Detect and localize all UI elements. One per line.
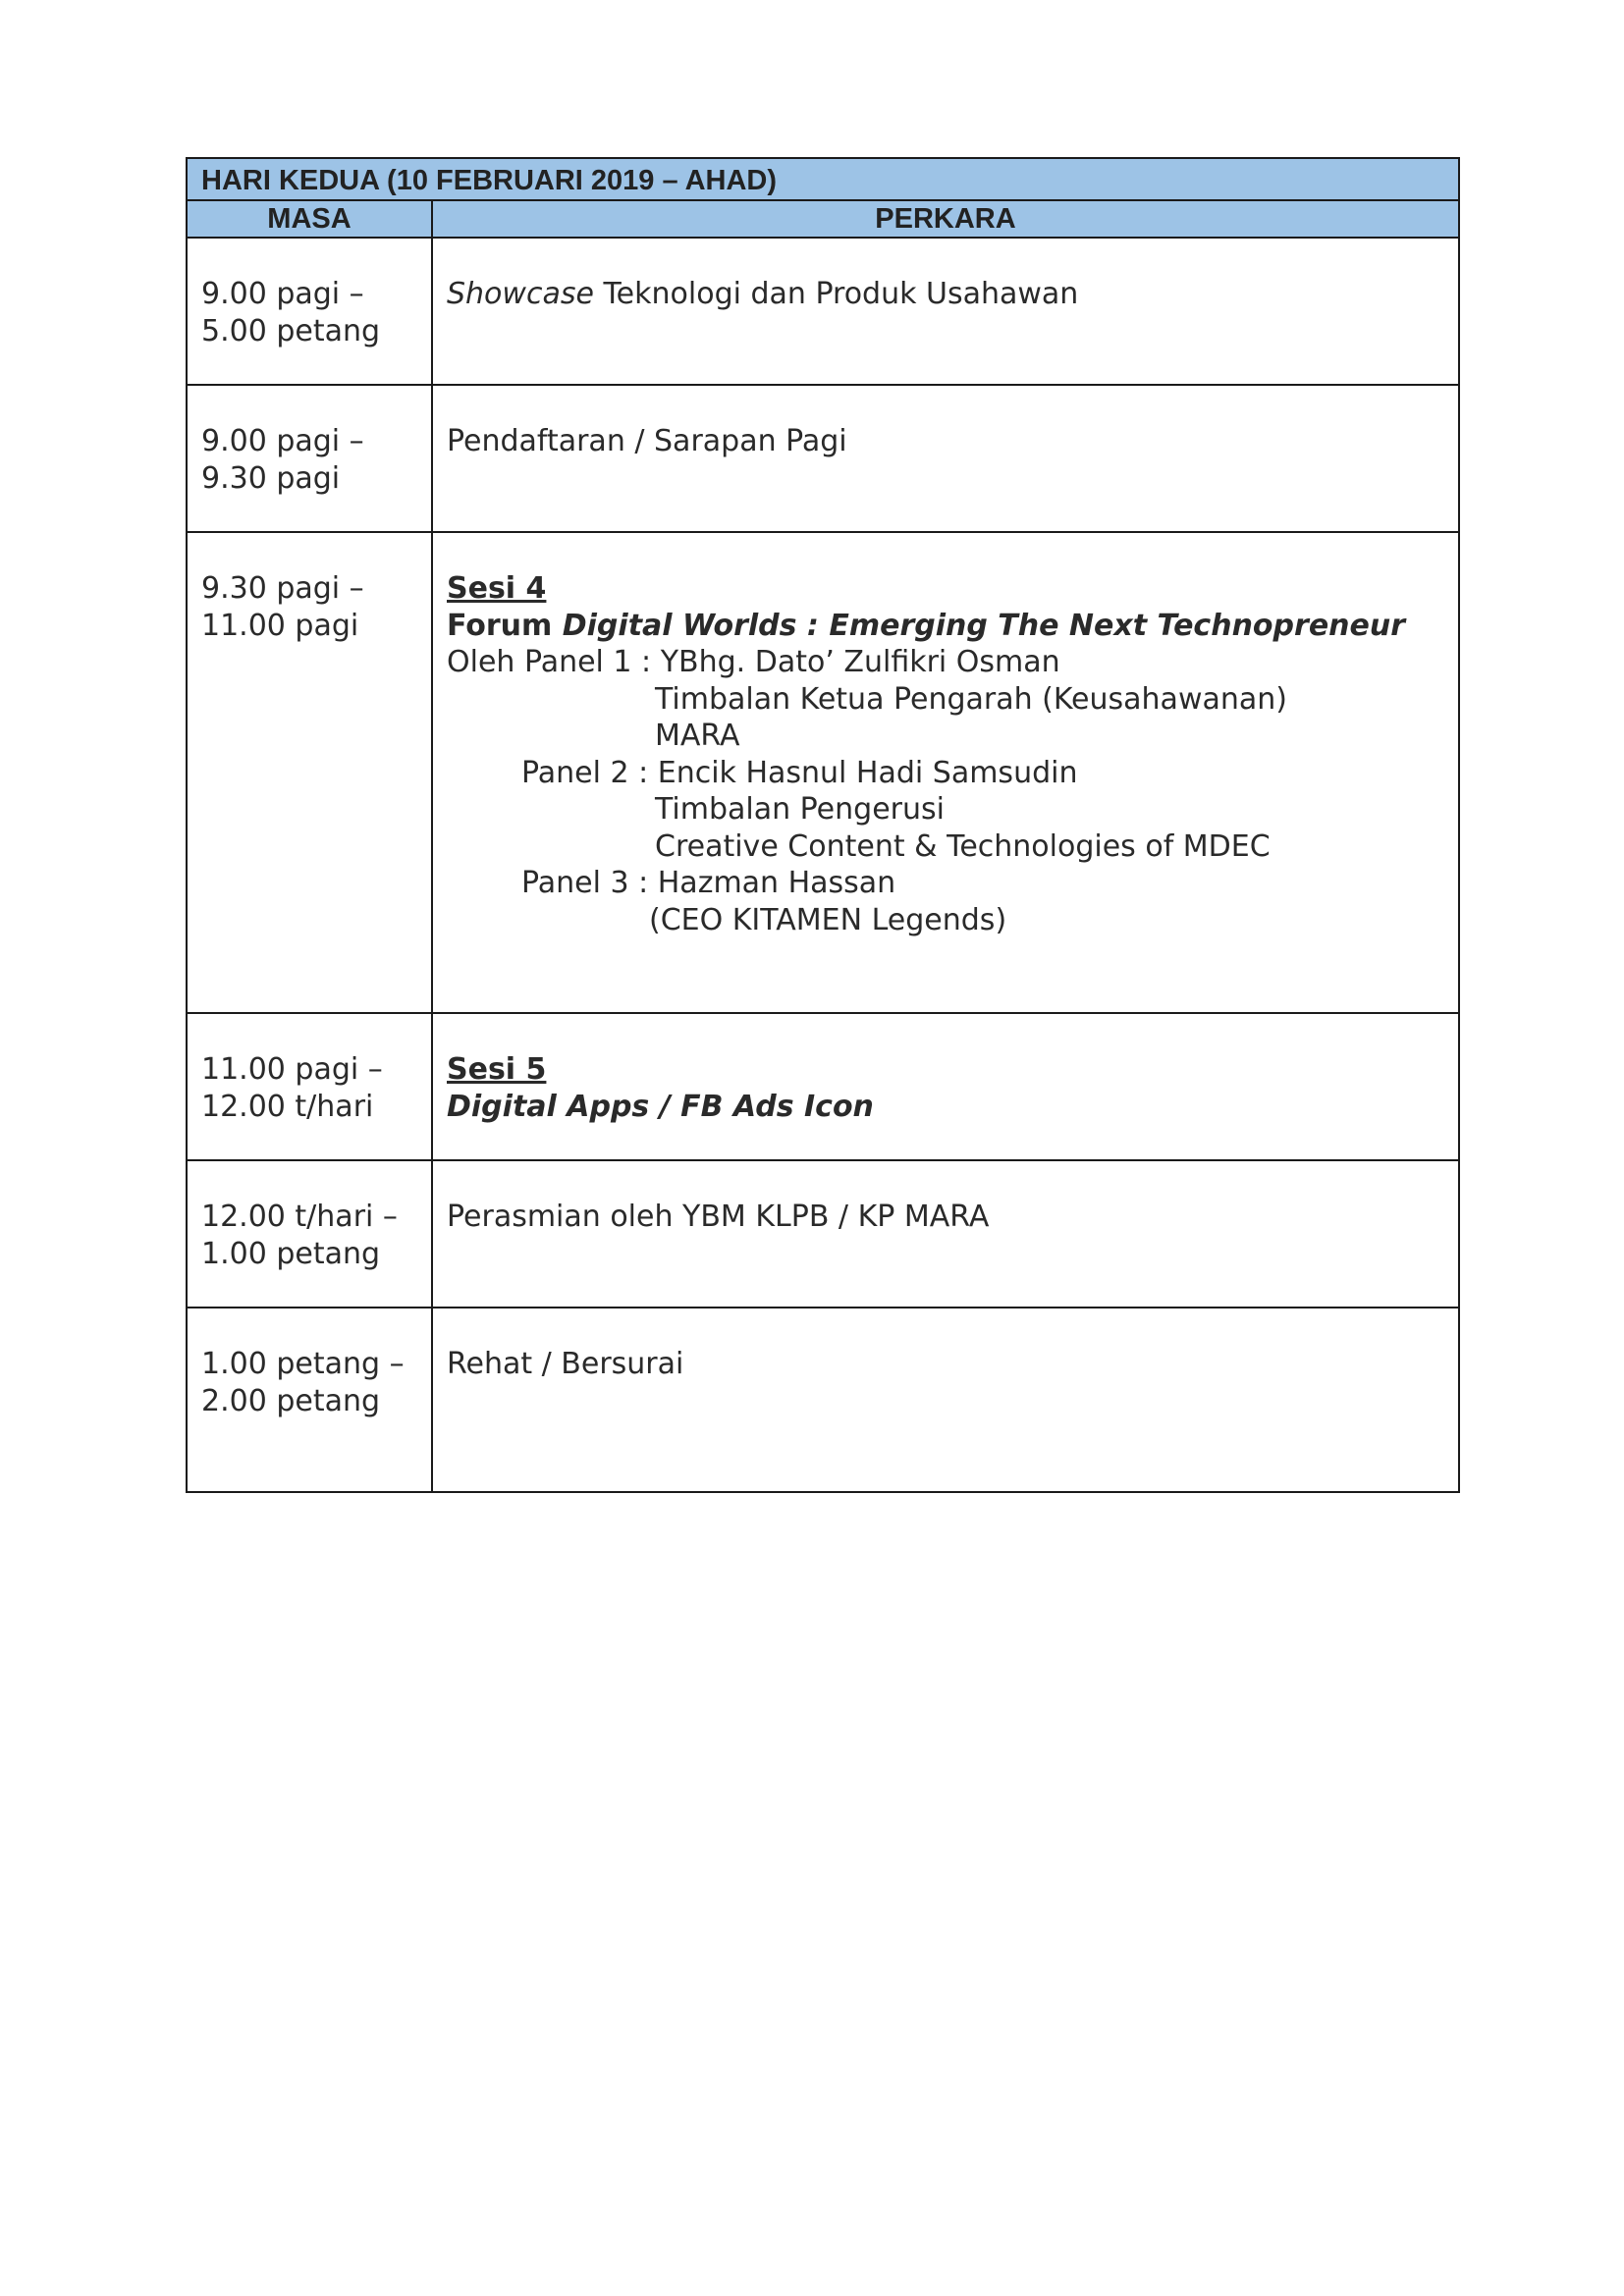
- time-cell: [187, 1160, 432, 1308]
- column-header-time: MASA: [187, 200, 432, 238]
- table-row: [187, 1160, 1459, 1308]
- time-cell: [187, 238, 432, 385]
- time-start: 1.00 petang –: [201, 1347, 405, 1381]
- schedule-table: [186, 157, 1460, 1493]
- panel2-role2: Creative Content & Technologies of MDEC: [655, 828, 1271, 864]
- item-text: Perasmian oleh YBM KLPB / KP MARA: [447, 1200, 990, 1234]
- item-cell: [432, 1160, 1459, 1308]
- item-cell: [432, 1308, 1459, 1492]
- item-cell: [432, 385, 1459, 532]
- session-title: Digital Apps / FB Ads Icon: [447, 1089, 874, 1124]
- item-cell: [432, 532, 1459, 1013]
- panel3-name: Hazman Hassan: [657, 866, 896, 900]
- table-row: [187, 1013, 1459, 1160]
- time-end: 1.00 petang: [201, 1236, 381, 1271]
- forum-line: [447, 608, 1448, 645]
- panel2-label: Panel 2 :: [521, 755, 658, 790]
- item-rest: Teknologi dan Produk Usahawan: [593, 277, 1079, 311]
- time-end: 9.30 pagi: [201, 460, 341, 496]
- forum-prefix: Forum: [447, 608, 563, 643]
- panel1-line: [447, 644, 1448, 681]
- column-header-item: PERKARA: [432, 200, 1459, 238]
- item-italic: Showcase: [447, 277, 594, 311]
- session-label: Sesi 4: [447, 571, 547, 606]
- panel1-name: YBhg. Dato’ Zulfikri Osman: [660, 645, 1060, 679]
- table-row: [187, 385, 1459, 532]
- time-end: 12.00 t/hari: [201, 1089, 374, 1124]
- time-cell: [187, 1013, 432, 1160]
- time-cell: [187, 1308, 432, 1492]
- time-end: 11.00 pagi: [201, 608, 359, 643]
- time-start: 11.00 pagi –: [201, 1052, 383, 1087]
- item-text: Pendaftaran / Sarapan Pagi: [447, 424, 847, 458]
- session-label: Sesi 5: [447, 1052, 547, 1087]
- panel2-line: [447, 755, 1448, 792]
- panel1-role1: Timbalan Ketua Pengarah (Keusahawanan): [655, 681, 1287, 717]
- panel1-role2: MARA: [655, 719, 740, 753]
- panel1-label: Oleh Panel 1 :: [447, 645, 661, 679]
- table-row: [187, 532, 1459, 1013]
- forum-title: Digital Worlds : Emerging The Next Technopreneur: [562, 608, 1406, 643]
- table-row: [187, 1308, 1459, 1492]
- item-cell: [432, 1013, 1459, 1160]
- panel3-line: [447, 865, 1448, 902]
- time-start: 9.30 pagi –: [201, 571, 364, 606]
- time-start: 9.00 pagi –: [201, 424, 364, 458]
- table-row: [187, 238, 1459, 385]
- panel3-label: Panel 3 :: [521, 866, 658, 900]
- item-cell: [432, 238, 1459, 385]
- time-start: 9.00 pagi –: [201, 277, 364, 311]
- item-text: [447, 276, 1448, 313]
- time-start: 12.00 t/hari –: [201, 1200, 398, 1234]
- panel2-name: Encik Hasnul Hadi Samsudin: [657, 755, 1078, 790]
- panel2-role1: Timbalan Pengerusi: [655, 792, 945, 827]
- panel3-role: (CEO KITAMEN Legends): [649, 902, 1007, 937]
- item-text: Rehat / Bersurai: [447, 1347, 684, 1381]
- time-cell: [187, 385, 432, 532]
- time-cell: [187, 532, 432, 1013]
- day-header: HARI KEDUA (10 FEBRUARI 2019 – AHAD): [187, 158, 1459, 200]
- time-end: 5.00 petang: [201, 313, 381, 348]
- time-end: 2.00 petang: [201, 1383, 381, 1418]
